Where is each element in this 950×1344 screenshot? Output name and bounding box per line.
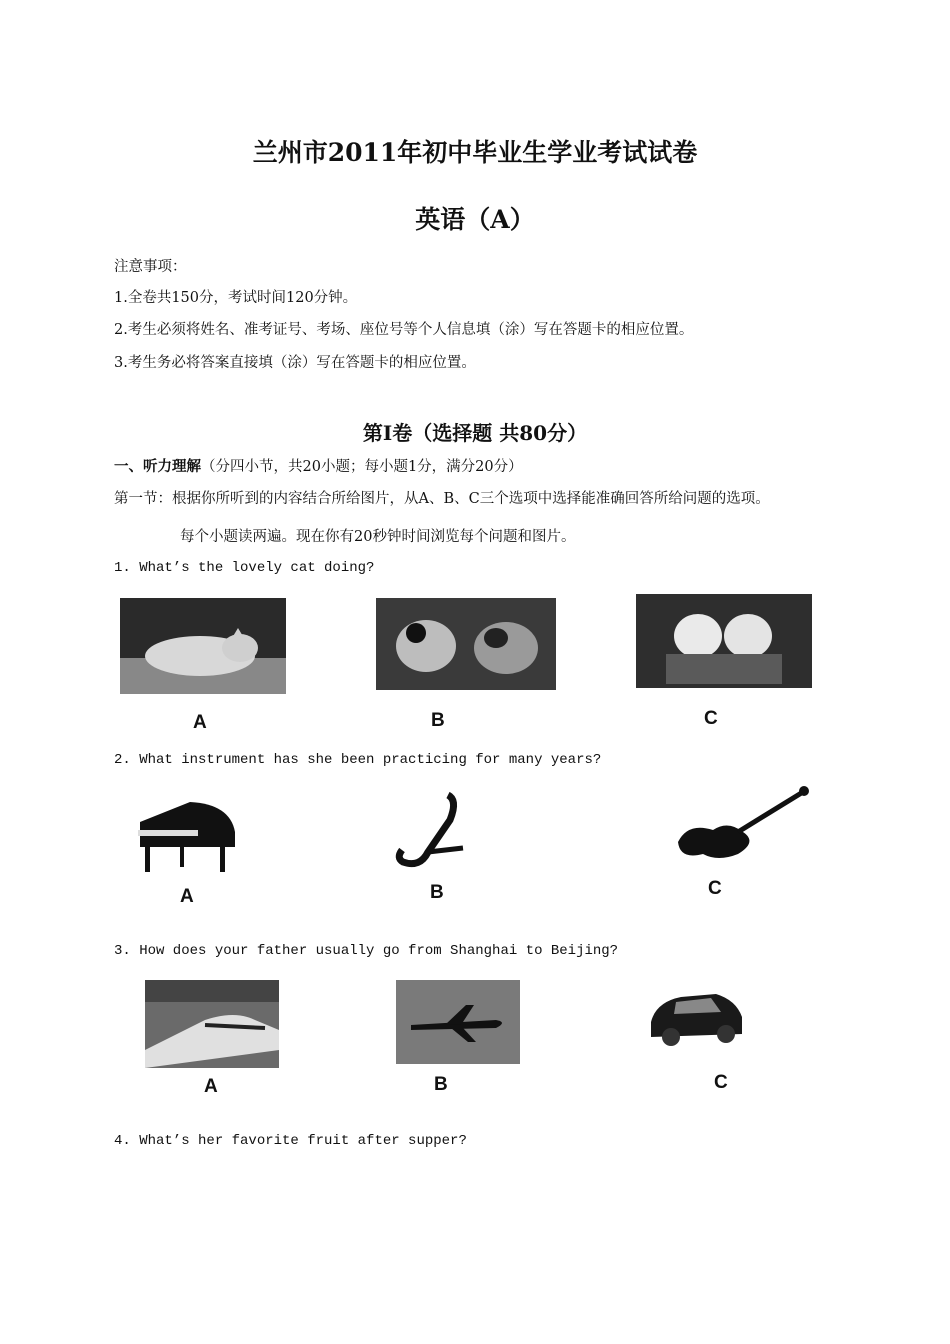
option-image-violin (668, 782, 812, 864)
subsection-instruction: 第一节：根据你所听到的内容结合所给图片，从A、B、C三个选项中选择能准确回答所给问题的选项。 (114, 491, 770, 507)
note-item: 1.全卷共150分，考试时间120分钟。 (114, 290, 358, 306)
option-label-c: C (704, 708, 718, 729)
option-image-saxophone (388, 790, 488, 880)
option-image-two-kittens-in-basket (636, 594, 812, 688)
note-item: 2.考生必须将姓名、准考证号、考场、座位号等个人信息填（涂）写在答题卡的相应位置。 (114, 322, 694, 338)
question-3: 3. How does your father usually go from Shanghai to Beijing? (114, 943, 619, 959)
option-label-a: A (204, 1076, 218, 1097)
option-image-sleeping-cat (120, 598, 286, 694)
question-2: 2. What instrument has she been practicing for many years? (114, 752, 602, 768)
subsection-instruction-cont: 每个小题读两遍。现在你有20秒钟时间浏览每个问题和图片。 (180, 529, 576, 545)
option-label-b: B (430, 882, 444, 903)
option-label-a: A (180, 886, 194, 907)
option-label-c: C (714, 1072, 728, 1093)
option-label-a: A (193, 712, 207, 733)
option-label-b: B (434, 1074, 448, 1095)
option-image-two-puppies (376, 598, 556, 690)
exam-subtitle: 英语（A） (415, 205, 535, 234)
option-image-car (646, 982, 746, 1052)
part1-heading-note: （分四小节，共20小题；每小题1分，满分20分） (201, 459, 523, 475)
option-image-train (145, 980, 279, 1068)
notes-heading: 注意事项： (114, 259, 187, 275)
question-4: 4. What’s her favorite fruit after supper? (114, 1133, 467, 1149)
section-title: 第Ⅰ卷（选择题 共80分） (362, 421, 588, 445)
exam-title: 兰州市2011年初中毕业生学业考试试卷 (252, 138, 698, 167)
option-label-c: C (708, 878, 722, 899)
part1-heading-line (114, 455, 523, 476)
note-item: 3.考生务必将答案直接填（涂）写在答题卡的相应位置。 (114, 355, 476, 371)
question-1: 1. What’s the lovely cat doing? (114, 560, 375, 576)
option-label-b: B (431, 710, 445, 731)
part1-heading: 一、听力理解 (114, 458, 201, 475)
option-image-airplane (396, 980, 520, 1064)
option-image-piano (120, 792, 240, 876)
